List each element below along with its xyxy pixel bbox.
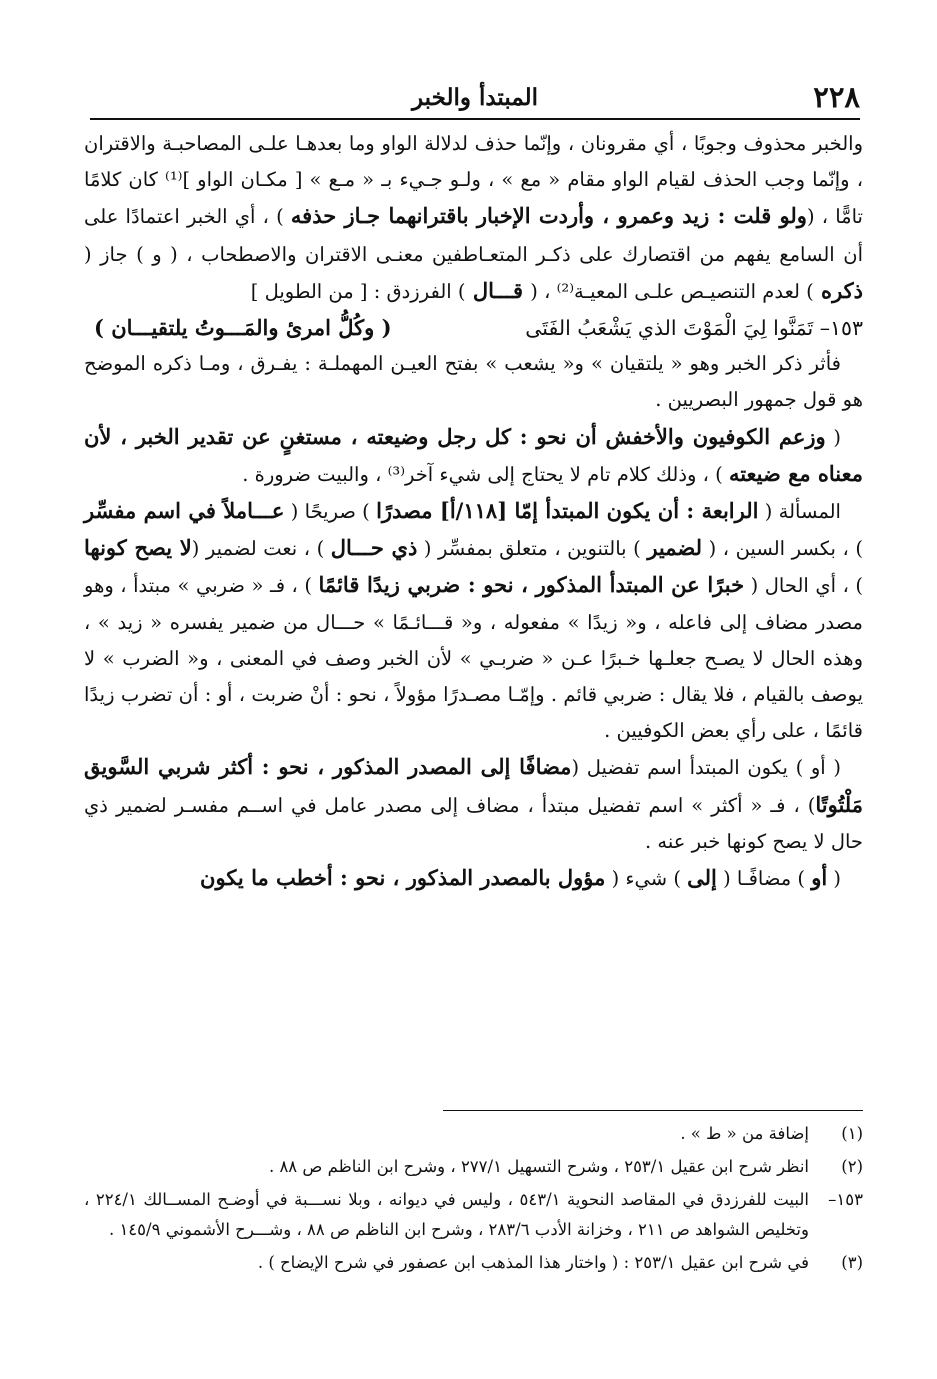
paragraph-6 (84, 860, 863, 897)
text-run: ) ، أي الحال ( (744, 574, 863, 598)
footnote-text: إضافة من « ط » . (680, 1124, 809, 1143)
bold-matn: قـــال (465, 277, 531, 303)
footnote-3 (84, 1248, 863, 1278)
verse-first-hemistich: ١٥٣– تَمَنَّوا لِيَ الْمَوْتَ الذي يَشْعَبُ الفَتَى (525, 316, 863, 341)
bold-matn: ولو قلت : زيد وعمرو ، وأردت الإخبار باقترانهما جـاز حذفه (290, 203, 807, 229)
footnote-1 (84, 1119, 863, 1149)
text-run: ) شيء ( (605, 867, 688, 891)
text-run: ( أو ) يكون المبتدأ اسم تفضيل ( (571, 756, 842, 780)
running-title: المبتدأ والخبر (411, 84, 539, 111)
footnote-text: في شرح ابن عقيل ٢٥٣/١ : ( واختار هذا المذهب ابن عصفور في شرح الإيضاح ) . (257, 1253, 809, 1272)
bold-matn: إلى (687, 865, 717, 891)
paragraph-3 (84, 419, 863, 493)
bold-matn: مضافًا إلى المصدر المذكور ، نحو : أكثر شربي السَّويق مَلْتُوتًا (84, 754, 863, 817)
page-header (90, 78, 860, 120)
text-run: المسألة ( (758, 500, 841, 524)
paragraph-2: فأثر ذكر الخبر وهو « يلتقيان » و« يشعب » بفتح العيـن المهملـة : يفـرق ، ومـا ذكره الموضح هو قول جمهور البصريين . (84, 352, 863, 412)
footnote-number: (٢) (841, 1157, 863, 1176)
bold-matn: عـــاملاً في اسم مفسِّر (84, 498, 285, 524)
bold-matn: لا يصح كونها (84, 535, 192, 561)
bold-matn: الرابعة : أن يكون المبتدأ إمّا [١١٨/أ] مصدرًا (376, 498, 759, 524)
text-run: ) ، نعت لضمير ( (191, 537, 331, 561)
footnote-text: البيت للفرزدق في المقاصد النحوية ٥٤٣/١ ، وليس في ديوانه ، وبلا نســـبة في أوضـح المســالك ٢٢٤/١ ، وتخليص الشواهد ص ٢١١ ، وخزانة الأدب ٢٨٣/٦ ، وشرح ابن الناظم ص ٨٨ ، وشـــرح الأشموني ١٤٥/٩ . (84, 1190, 809, 1239)
text-run: ) ، فـ « ضربي » مبتدأ ، وهو مصدر مضاف إلى فاعله ، و« زيدًا » مفعوله ، و« قـــائـمًا » حـــال من ضمير يفسره « زيد » ، وهذه الحال لا يصـح جعلـها خـبرًا عـن « ضربـي » لأن الخبر وصف في المعنى ، و« الضرب » لا يوصف بالقيام ، فلا يقال : ضربي قائم . وإمّـا مصـدرًا مؤولاً ، نحو : أنْ ضربت ، أو : أن تضرب زيدًا قائمًا ، على رأي بعض الكوفيين . (84, 574, 863, 743)
paragraph-5 (84, 749, 863, 860)
text-run: ) بالتنوين ، متعلق بمفسِّر ( (417, 537, 648, 561)
paragraph-1 (84, 126, 863, 310)
page-number: ٢٢٨ (813, 80, 860, 114)
text-run: ) لعدم التنصيـص علـى المعيـة⁽²⁾ ، ( (530, 279, 814, 303)
bold-matn: أو (811, 865, 828, 891)
bold-matn: ذكره (813, 277, 863, 303)
footnote-153 (84, 1185, 863, 1245)
text-run: ) ، أي الخبر اعتمادًا على أن السامع يفهم من اقتصارك على ذكـر المتعـاطفين معنـى الاقتران والاصطحاب ، ( و ) جاز ( (84, 205, 863, 266)
text-run: ( (825, 425, 841, 449)
bold-matn: وزعم الكوفيون والأخفش أن نحو : كل رجل وضيعته ، مستغنٍ عن تقدير الخبر ، لأن معناه مع ضيعته (84, 423, 863, 486)
text-run: ) صريحًا ( (284, 500, 377, 524)
footnote-number: ١٥٣– (828, 1190, 863, 1209)
footnote-number: (٣) (841, 1253, 863, 1272)
paragraph-4 (84, 493, 863, 749)
footnotes (84, 1110, 863, 1281)
text-run: والخبر محذوف وجوبًا ، أي مقرونان ، وإنّما حذف لدلالة الواو وما بعدهـا علـى المصاحبـة والاقتران ، وإنّما وجب الحذف لقيام الواو مقام « مع » ، ولـو جـيء بـ « مـع » [ مكـان الواو ]⁽¹⁾ كان كلامًا تامًّا ، ( (84, 132, 863, 229)
text-run: ) ، بكسر السين ، ( (702, 537, 863, 561)
text-run: ) ، فـ « أكثر » اسم تفضيل مبتدأ ، مضاف إلى مصدر عامل في اســم مفسـر لضمير ذي حال لا يصح كونها خبر عنه . (84, 793, 863, 853)
bold-matn: مؤول بالمصدر المذكور ، نحو : أخطب ما يكون (200, 865, 606, 891)
text-run: ( (827, 867, 841, 891)
text-run: ) ، وذلك كلام تام لا يحتاج إلى شيء آخر⁽³⁾ ، والبيت ضرورة . (242, 462, 729, 486)
text-run: ) الفرزدق : [ من الطويل ] (250, 279, 466, 303)
bold-matn: خبرًا عن المبتدأ المذكور ، نحو : ضربي زيدًا قائمًا (318, 572, 745, 598)
verse-153 (84, 310, 863, 346)
bold-matn: ذي حـــال (330, 535, 418, 561)
bold-matn: لضمير (647, 535, 703, 561)
footnote-2 (84, 1152, 863, 1182)
verse-second-hemistich: ( وكُلُّ امرئ والمَـــوتُ يلتقيـــان ) (94, 315, 392, 341)
footnote-number: (١) (841, 1124, 863, 1143)
main-text (84, 126, 863, 897)
footnote-text: انظر شرح ابن عقيل ٢٥٣/١ ، وشرح التسهيل ٢٧٧/١ ، وشرح ابن الناظم ص ٨٨ . (268, 1157, 809, 1176)
footnote-divider (443, 1110, 863, 1111)
text-run: ) مضافًـا ( (716, 867, 812, 891)
